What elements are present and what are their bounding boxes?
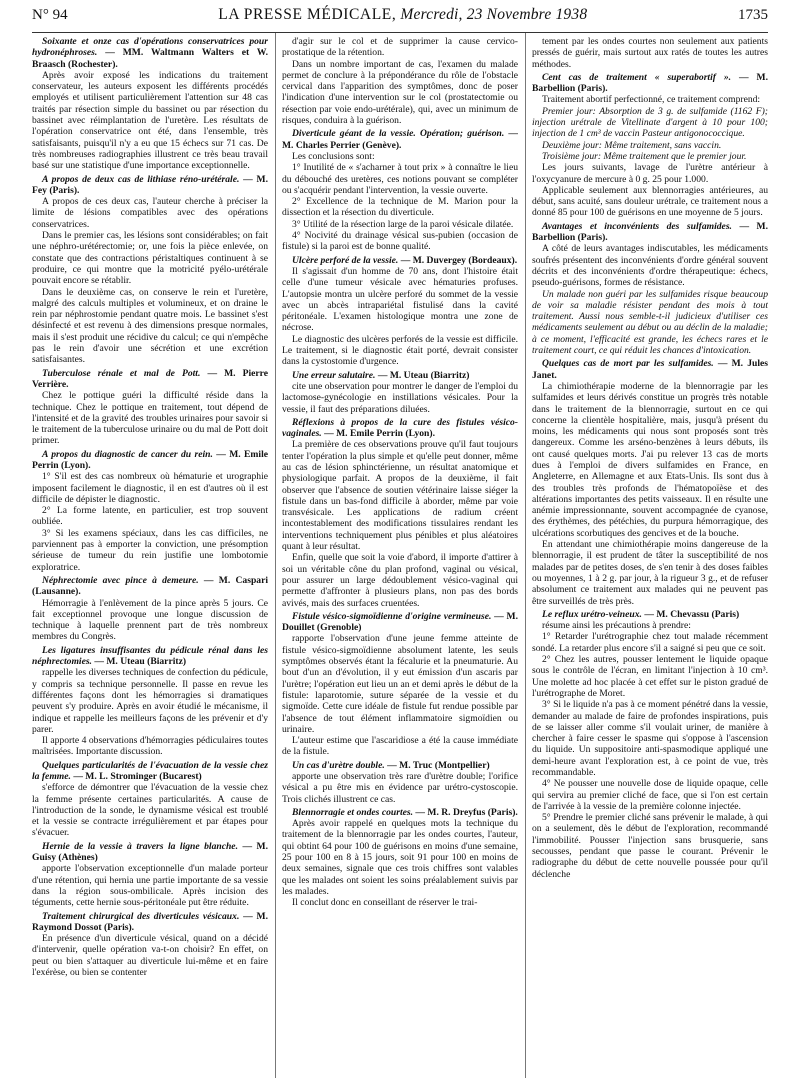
article-author: — M. Emile Perrin (Lyon). <box>324 428 435 440</box>
article-section <box>32 36 268 172</box>
article-section <box>532 36 768 70</box>
article-paragraph: 3° Si le liquide n'a pas à ce moment pénétré dans la vessie, demander au malade de faire de profondes inspirations, puis de se laisser aller comme s'il voulait uriner, de manière à chercher à faire cesser le spasme qui s'oppose à l'ascension du liquide. Un suppositoire anti-spasmodique appliqué une demi-heure avant l'exploration est, à ce point de vue, très recommandable. <box>532 699 768 778</box>
column-2 <box>282 36 518 1078</box>
article-paragraph: Traitement abortif perfectionné, ce traitement comprend: <box>542 94 761 106</box>
article-section <box>32 174 268 366</box>
article-paragraph: Dans le premier cas, les lésions sont considérables; on fait une néphro-urétérectomie; or, une fois la pièce enlevée, on constate que des contractions péristaltiques continuent à se produire, ce qui montre que la motricité pyélo-urétérale pouvait encore se rétablir. <box>32 230 268 287</box>
article-author: — M. Caspari (Lausanne). <box>32 574 268 598</box>
article-paragraph: Après avoir exposé les indications du traitement conservateur, les auteurs exposent les différents procédés employés et utilisent particulièrement l'attention sur 48 cas traités par résection simple du bassinet ou par résection du bassinet avec réimplantation de l'uretère. Les résultats de l'opération conservatrice ont été, dans l'ensemble, très satisfaisants, puisqu'il n'y a eu que 15 échecs sur 71 cas. De très nombreuses radiographies illustrent ce très beau travail basé sur une statistique d'une importance exceptionnelle. <box>32 69 268 172</box>
article-title: Les ligatures insuffisantes du pédicule rénal dans les néphrectomies. <box>32 644 268 668</box>
article-paragraph: A propos de ces deux cas, l'auteur cherche à préciser la limite de lésions compatibles avec des opérations conservatrices. <box>32 196 268 230</box>
article-author: — M. Guisy (Athènes) <box>32 840 268 864</box>
article-title: Une erreur salutaire. <box>292 369 376 381</box>
header-rule <box>32 32 768 33</box>
article-author: — M. Charles Perrier (Genève). <box>282 128 518 151</box>
article-paragraph: 2° La forme latente, en particulier, est trop souvent oubliée. <box>32 505 268 528</box>
article-title-line <box>532 221 768 244</box>
article-title: Quelques particularités de l'évacuation de la vessie chez la femme. <box>32 759 268 782</box>
column-divider <box>275 33 276 1078</box>
article-section <box>282 611 518 758</box>
article-title-line <box>32 911 268 934</box>
issue-number: N° 94 <box>32 7 68 23</box>
article-paragraph: 1° Inutilité de « s'acharner à tout prix » à connaître le lieu du débouché des uretères, ces notions pouvant se compléter ou s'acquérir pendant l'intervention, la vessie ouverte. <box>282 162 518 196</box>
article-paragraph: En présence d'un diverticule vésical, quand on a décidé d'intervenir, quelle opération va-t-on choisir? En effet, on peut ou bien s'attaquer au diverticule lui-même et en faire l'exérèse, ou bien se contenter <box>32 933 268 979</box>
article-author: — M. L. Strominger (Bucarest) <box>73 771 202 782</box>
article-paragraph: Premier jour: Absorption de 3 g. de sulfamide (1162 F); injection urétrale de Vitellinate d'argent à 10 pour 100; injection de 1 cm³ de vaccin Pasteur antigonococcique. <box>532 105 768 140</box>
article-section <box>282 807 518 909</box>
journal-title: LA PRESSE MÉDICALE, <box>218 6 397 23</box>
article-title-line <box>32 449 268 472</box>
article-author: — M. Pierre Verrière. <box>32 367 268 390</box>
article-paragraph: Les conclusions sont: <box>292 150 375 162</box>
article-title-line <box>282 128 518 151</box>
article-paragraph: 4° Ne pousser une nouvelle dose de liquide opaque, celle qui servira au premier cliché de face, que si l'on est certain de l'arrivée à la vessie de la première colonne injectée. <box>532 778 768 812</box>
article-title: Tuberculose rénale et mal de Pott. <box>42 367 201 379</box>
article-author: — M. Uteau (Biarritz) <box>377 369 470 381</box>
page-number: 1735 <box>737 7 768 23</box>
article-author: — M. Emile Perrin (Lyon). <box>32 448 268 471</box>
article-title-line <box>532 609 768 620</box>
article-section <box>32 575 268 643</box>
article-author: — M. Barbellion (Paris). <box>532 220 768 244</box>
article-paragraph: Applicable seulement aux blennorragies antérieures, au début, sans acuité, sans douleur urétrale, ce traitement nous a donné 85 pour 100 de guérisons en une moyenne de 5 jours. <box>532 184 768 219</box>
article-section <box>282 417 518 609</box>
article-section <box>282 36 518 126</box>
article-section <box>32 911 268 979</box>
article-author: — M. Raymond Dossot (Paris). <box>32 910 268 933</box>
article-author: — M. Chevassu (Paris) <box>644 608 740 620</box>
journal-masthead <box>218 6 587 24</box>
article-title: Hernie de la vessie à travers la ligne blanche. <box>42 840 238 852</box>
article-author: — MM. Waltmann Walters et W. Braasch (Rochester). <box>32 47 268 70</box>
article-paragraph: Hémorragie à l'enlèvement de la pince après 5 jours. Ce fait exceptionnel provoque une longue discussion de technique à laquelle prennent part de très nombreux membres du Congrès. <box>32 597 268 643</box>
article-section <box>32 449 268 573</box>
article-paragraph: cite une observation pour montrer le danger de l'emploi du lactomose-gynécologie en instillations vésicales. Pour la vessie, il faut des préparations diluées. <box>282 380 518 415</box>
article-title-line <box>32 36 268 70</box>
article-paragraph: 3° Si les examens spéciaux, dans les cas difficiles, ne parviennent pas à emporter la conviction, une présomption sérieuse de tumeur du rein justifie une lombotomie exploratrice. <box>32 527 268 573</box>
article-paragraph: 1° S'il est des cas nombreux où hématurie et urographie imposent facilement le diagnostic, il en est d'autres où il est difficile de dépister le diagnostic. <box>32 471 268 505</box>
article-title: A propos du diagnostic de cancer du rein. <box>42 448 213 460</box>
article-paragraph: Chez le pottique guéri la difficulté réside dans la technique. Chez le pottique en traitement, tout dépend de l'intensité et de la gravité des troubles urinaires pour savoir si le traitement de la tuberculose urinaire ou du mal de Pott doit primer. <box>32 390 268 447</box>
article-title-line <box>32 760 268 783</box>
article-paragraph: En attendant une chimiothérapie moins dangereuse de la blennorragie, il est prudent de tâter la susceptibilité de nos malades par de petites doses, de s'en tenir à des doses faibles ou moyennes, 1 à 2 g. par jour, à la rigueur 3 g., et de refuser absolument ce traitement aux malades qui ne peuvent pas être surveillés de très près. <box>532 539 768 607</box>
article-title-line <box>32 368 268 391</box>
article-paragraph: Dans le deuxième cas, on conserve le rein et l'uretère, malgré des calculs multiples et volumineux, et on draine le rein par néphrostomie pendant quatre mois. Le bassinet s'est désinfecté et est revenu à des dimensions presque normales, mais il s'est produit une récidive du calcul; ce qui n'empêche pas le rein d'avoir une sécrétion et une excrétion satisfaisantes. <box>32 286 268 366</box>
article-paragraph: d'agir sur le col et de supprimer la cause cervico-prostatique de la rétention. <box>282 36 518 59</box>
article-paragraph: Un malade non guéri par les sulfamides risque beaucoup de voir sa maladie résister pendant des mois à tout traitement. Aussi nous semble-t-il judicieux d'utiliser ces médicaments seulement au début ou au déclin de la maladie; à ce moment, l'efficacité est grande, les échecs rares et le traitement court, ce qui réduit les chances d'intoxication. <box>532 288 768 357</box>
article-author: — M. Jules Janet. <box>532 358 768 381</box>
article-title: Le reflux urétro-veineux. <box>542 608 642 620</box>
article-section <box>32 760 268 839</box>
article-section <box>282 760 518 805</box>
article-title: A propos de deux cas de lithiase réno-urétérale. <box>42 173 240 185</box>
article-paragraph: La chimiothérapie moderne de la blennorragie par les sulfamides et leurs dérivés constitue un progrès très notable dans le traitement de la blennorragie, surtout en ce qui concerne la clientèle hospitalière, mais, jusqu'à présent du moins, les médicaments qui nous sont proposés sont très dangereux. Comme les arséno-benzènes à leurs débuts, ils ont causé quelques morts. J'ai pu relever 13 cas de morts dues à l'emploi de divers sulfamides en France, en Angleterre, en Allemagne et aux Etats-Unis. Ils sont dus à des troubles très profonds de l'hématopoïèse et des altérations importantes des petits vaisseaux. Il en résulte une anémie impressionnante, souvent accompagnée de cyanose, des érythèmes, des pétéchies, du purpura hémorragique, des ulcérations scorbutiques des gencives et de la bouche. <box>532 380 768 539</box>
article-paragraph: L'auteur estime que l'ascaridiose a été la cause immédiate de la fistule. <box>282 735 518 758</box>
article-paragraph: tement par les ondes courtes non seulement aux patients pressés de guérir, mais surtout aux ratés de toutes les autres méthodes. <box>532 36 768 70</box>
article-paragraph: rappelle les diverses techniques de confection du pédicule, y compris sa technique personnelle. Il passe en revue les différentes façons dont les hémorragies si dramatiques peuvent s'y produire. Après en avoir étudié le mécanisme, il indique et rappelle les meilleurs façons de les prévenir et d'y parer. <box>32 667 268 735</box>
article-paragraph: Troisième jour: Même traitement que le premier jour. <box>542 150 747 162</box>
article-paragraph: 5° Prendre le premier cliché sans prévenir le malade, à qui on a seulement, dès le début de l'exploration, recommandé l'immobilité. Pousser l'injection sans brusquerie, sans secousses, pendant que passe le courant. Prévenir le radiographe du début de cette nouvelle poussée pour qu'il déclenche <box>532 812 768 880</box>
text-columns <box>32 36 768 1078</box>
article-paragraph: rapporte l'observation d'une jeune femme atteinte de fistule vésico-sigmoïdienne absolument latente, les seuls symptômes observés étant la fécalurie et la pneumaturie. Au bout d'un an d'évolution, il y eut émission d'un ascaris par l'urètre; l'opération eut lieu un an et demi après le début de la fistule: laparotomie, suture séparée de la vessie et du sigmoïde. Cette cure idéale de fistule fut rendue possible par l'absence de tout élément inflammatoire sigmoïdien ou urinaire. <box>282 633 518 735</box>
article-paragraph: Il conclut donc en conseillant de réserver le trai- <box>292 897 478 909</box>
article-section <box>282 255 518 368</box>
article-title: Cent cas de traitement « superabortif ». <box>542 71 732 83</box>
column-3 <box>532 36 768 1078</box>
article-section <box>32 368 268 447</box>
article-title-line <box>282 611 518 634</box>
article-paragraph: s'efforce de démontrer que l'évacuation de la vessie chez la femme présente certaines particularités. A cause de l'introduction de la sonde, le dynamisme vésical est troublé et la vessie se contracte irrégulièrement et par étapes pour s'évacuer. <box>32 782 268 839</box>
article-author: — M. Duvergey (Bordeaux). <box>400 254 518 266</box>
article-section <box>282 128 518 252</box>
column-divider <box>525 33 526 1078</box>
article-title: Diverticule géant de la vessie. Opération; guérison. <box>292 128 505 140</box>
article-author: — M. Truc (Montpellier) <box>387 759 490 771</box>
column-1 <box>32 36 268 1078</box>
article-paragraph: La première de ces observations prouve qu'il faut toujours tenter l'opération la plus simple et qu'elle peut donner, même au cas de lésion sphinctérienne, un résultat anatomique et physiologique parfait. A propos de la deuxième, il fait observer que l'absence de soutien vétérinaire laisse siéger la fistule dans un bas-fond difficile à aborder, même par voie transvésicale. Les applications de radium créent incontestablement des modifications tissulaires rendant les interventions techniquement plus pénibles et plus aléatoires quant à leur résultat. <box>282 439 518 553</box>
article-title-line <box>282 807 518 818</box>
article-section <box>532 609 768 880</box>
article-paragraph: apporte une observation très rare d'urètre double; l'orifice vésical a pu être mis en évidence par urétro-cystoscopie. Trois clichés illustrent ce cas. <box>282 771 518 805</box>
article-author: — M. Fey (Paris). <box>32 173 268 196</box>
article-author: — M. R. Dreyfus (Paris). <box>415 806 518 818</box>
page-header <box>32 6 768 28</box>
article-title: Fistule vésico-sigmoïdienne d'origine vermineuse. <box>292 610 492 622</box>
article-title: Traitement chirurgical des diverticules vésicaux. <box>42 910 240 922</box>
article-title: Soixante et onze cas d'opérations conservatrices pour hydronéphroses. <box>32 36 268 59</box>
article-title: Néphrectomie avec pince à demeure. <box>42 574 199 586</box>
article-title: Réflexions à propos de la cure des fistules vésico-vaginales. <box>282 416 518 440</box>
article-title: Avantages et inconvénients des sulfamides. <box>542 220 732 232</box>
article-title-line <box>32 174 268 197</box>
article-title-line <box>32 645 268 668</box>
article-title-line <box>32 575 268 598</box>
article-paragraph: Le diagnostic des ulcères perforés de la vessie est difficile. Le traitement, si le diagnostic était porté, devrait consister dans la cystostomie d'urgence. <box>282 333 518 368</box>
article-section <box>32 645 268 758</box>
article-paragraph: 4° Nocivité du drainage vésical sus-pubien (occasion de fistule) si la paroi est de bonne qualité. <box>282 230 518 253</box>
article-section <box>282 370 518 415</box>
article-author: — M. Barbellion (Paris). <box>532 71 768 95</box>
article-title: Ulcère perforé de la vessie. <box>292 254 399 266</box>
article-section <box>532 221 768 357</box>
article-paragraph: A côté de leurs avantages indiscutables, les médicaments soufrés présentent des inconvénients d'ordre général souvent décrits et des inconvénients d'ordre thérapeutique: échecs, pseudo-guérisons, formes de résistance. <box>532 243 768 289</box>
article-section <box>532 358 768 607</box>
article-paragraph: Dans un nombre important de cas, l'examen du malade permet de conclure à la prépondérance du rôle de l'obstacle cervical dans l'apparition des symptômes, donc de poser l'indication d'une intervention sur le col (prostatectomie ou résection par voie endo-urétérale), qui, avec un minimum de risques, conduira à la guérison. <box>282 58 518 127</box>
article-paragraph: Il s'agissait d'un homme de 70 ans, dont l'histoire était celle d'une tumeur vésicale avec hématuries profuses. L'autopsie montra un ulcère perforé du sommet de la vessie avec un abcès intrapariétal fistulisé dans la cavité péritonéale. L'examen histologique montra une zone de nécrose. <box>282 265 518 334</box>
issue-date: Mercredi, 23 Novembre 1938 <box>400 6 588 23</box>
article-section <box>32 841 268 909</box>
article-paragraph: Il apporte 4 observations d'hémorragies pédiculaires toutes maîtrisées. Importante discussion. <box>32 735 268 758</box>
article-title-line <box>32 841 268 864</box>
article-author: — M. Douillet (Grenoble) <box>282 610 518 634</box>
article-title-line <box>532 72 768 95</box>
article-paragraph: Enfin, quelle que soit la voie d'abord, il importe d'attirer à soi un véritable cône du plan profond, vaginal ou vésical, pour assurer un large dédoublement vésico-vaginal qui permette d'affronter à plusieurs plans, non pas des bords avivés, mais des surfaces cruentées. <box>282 552 518 609</box>
article-paragraph: 3° Utilité de la résection large de la paroi vésicale dilatée. <box>292 218 514 230</box>
article-title-line <box>532 358 768 381</box>
article-paragraph: Les jours suivants, lavage de l'urètre antérieur à l'oxycyanure de mercure à 0 g. 25 pour 1.000. <box>532 162 768 185</box>
article-title: Un cas d'urètre double. <box>292 759 385 771</box>
article-paragraph: Deuxième jour: Même traitement, sans vaccin. <box>542 139 722 151</box>
article-title: Blennorragie et ondes courtes. <box>292 806 413 818</box>
article-title-line <box>282 370 518 381</box>
article-paragraph: résume ainsi les précautions à prendre: <box>542 620 691 632</box>
article-paragraph: Après avoir rappelé en quelques mots la technique du traitement de la blennorragie par les ondes courtes, l'auteur, qui obtint 64 pour 100 de guérisons en moins d'une semaine, 25 pour 100 en 8 à 15 jours, soit 91 pour 100 en moins de deux semaines, signale que ces trois chiffres sont valables que les malades ont soient les soins préalablement suivis par les malades. <box>282 818 518 897</box>
article-title-line <box>282 760 518 771</box>
article-title-line <box>282 417 518 440</box>
article-author: — M. Uteau (Biarritz) <box>94 656 187 668</box>
article-paragraph: 2° Chez les autres, pousser lentement le liquide opaque sous le contrôle de l'écran, en limitant l'injection à 10 cm³. Une molette ad hoc placée à cet effet sur le piston gradué de l'urétrographe de Moret. <box>532 654 768 699</box>
article-section <box>532 72 768 219</box>
article-title-line <box>282 255 518 266</box>
article-paragraph: 1° Retarder l'urétrographie chez tout malade récemment sondé. La retarder plus encore s'il a saigné si peu que ce soit. <box>532 631 768 654</box>
article-paragraph: apporte l'observation exceptionnelle d'un malade porteur d'une rétention, qui hernia une partie importante de sa vessie dans la région sous-ombilicale. Après incision des téguments, cette hernie sous-péritonéale put être réduite. <box>32 863 268 909</box>
article-paragraph: 2° Excellence de la technique de M. Marion pour la dissection et la résection du diverticule. <box>282 196 518 219</box>
article-title: Quelques cas de mort par les sulfamides. <box>542 358 714 370</box>
